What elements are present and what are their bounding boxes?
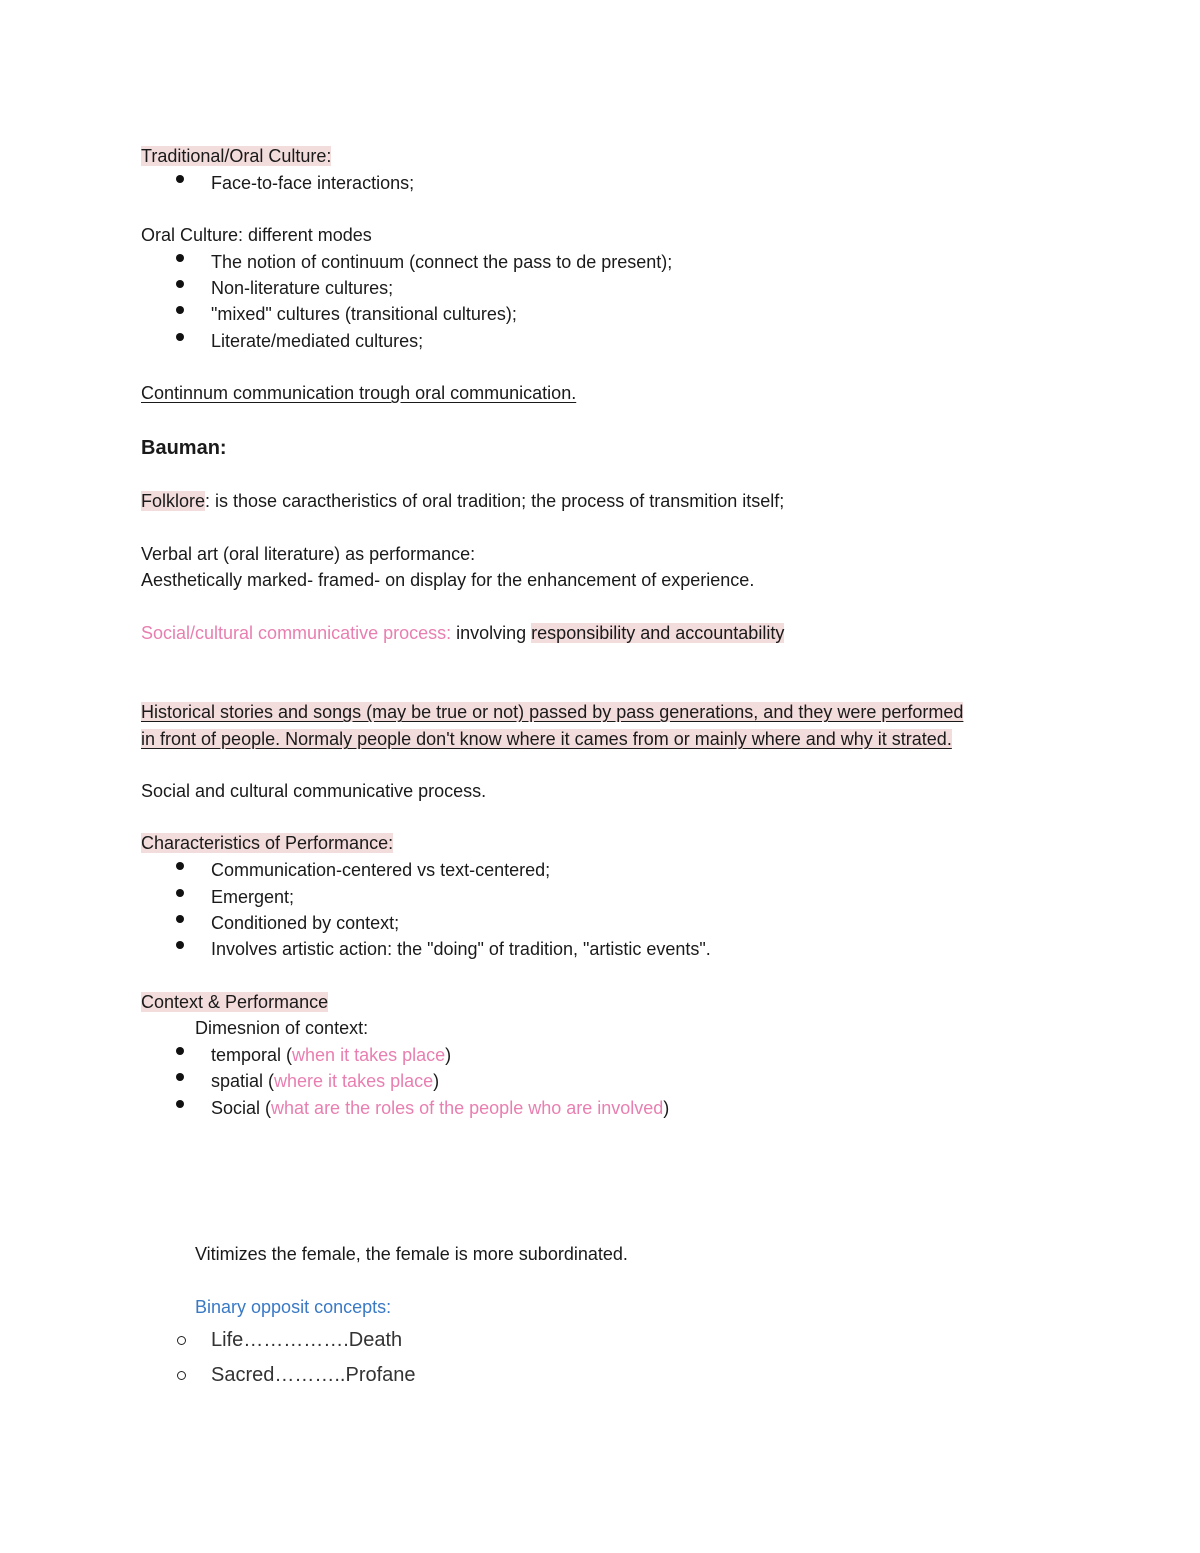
dimension-label: Dimesnion of context: [195, 1018, 369, 1038]
circle-bullet-icon [177, 1336, 186, 1345]
bullet-icon [176, 254, 184, 262]
title-text: Characteristics of Performance: [141, 833, 394, 853]
section-title-context [141, 991, 328, 1013]
list-item [211, 1097, 669, 1119]
historical-line-2 [141, 728, 952, 750]
bullet-icon [176, 1073, 184, 1081]
historical-text-1: Historical stories and songs (may be true or not) passed by pass generations, and they were performed [141, 702, 964, 722]
dim-detail: what are the roles of the people who are involved [271, 1098, 664, 1118]
list-item: Face-to-face interactions; [211, 173, 415, 193]
list-item: Communication-centered vs text-centered; [211, 860, 551, 880]
dim-detail: when it takes place [292, 1045, 446, 1065]
social-highlight: responsibility and accountability [531, 623, 785, 643]
binary-title: Binary opposit concepts: [195, 1297, 392, 1317]
bullet-icon [176, 889, 184, 897]
list-item [211, 1044, 451, 1066]
victimizes-line: Vitimizes the female, the female is more subordinated. [195, 1244, 628, 1264]
title-text: Traditional/Oral Culture: [141, 146, 332, 166]
folklore-text: : is those caractheristics of oral tradition; the process of transmition itself; [205, 491, 785, 511]
folklore-label: Folklore [141, 491, 206, 511]
section-title-characteristics [141, 832, 393, 854]
social-process-line [141, 622, 784, 644]
bullet-icon [176, 1100, 184, 1108]
continuum-statement: Continnum communication trough oral communication. [141, 383, 577, 403]
bullet-icon [176, 175, 184, 183]
dim-close: ) [433, 1071, 440, 1091]
social-cultural-line: Social and cultural communicative process. [141, 781, 487, 801]
bullet-icon [176, 1047, 184, 1055]
social-label: Social/cultural communicative process: [141, 623, 452, 643]
list-item: Involves artistic action: the "doing" of tradition, "artistic events". [211, 939, 711, 959]
historical-line-1 [141, 701, 963, 723]
bullet-icon [176, 915, 184, 923]
dim-label: Social ( [211, 1098, 272, 1118]
list-item: Sacred………..Profane [211, 1364, 416, 1386]
bullet-icon [176, 280, 184, 288]
circle-bullet-icon [177, 1371, 186, 1380]
aesthetic-line: Aesthetically marked- framed- on display for the enhancement of experience. [141, 570, 755, 590]
dim-close: ) [445, 1045, 452, 1065]
dim-detail: where it takes place [274, 1071, 434, 1091]
social-mid: involving [451, 623, 532, 643]
dim-label: temporal ( [211, 1045, 293, 1065]
list-item: Literate/mediated cultures; [211, 331, 424, 351]
section-title-oral-modes: Oral Culture: different modes [141, 225, 372, 245]
bullet-icon [176, 941, 184, 949]
bullet-icon [176, 862, 184, 870]
list-item: Non-literature cultures; [211, 278, 394, 298]
list-item: "mixed" cultures (transitional cultures); [211, 304, 517, 324]
verbal-art-line: Verbal art (oral literature) as performance: [141, 544, 476, 564]
bullet-icon [176, 306, 184, 314]
list-item [211, 1070, 439, 1092]
heading-bauman: Bauman: [141, 437, 227, 459]
title-text: Context & Performance [141, 992, 329, 1012]
list-item: The notion of continuum (connect the pass to de present); [211, 252, 673, 272]
list-item: Emergent; [211, 887, 295, 907]
section-title-traditional [141, 145, 331, 167]
dim-label: spatial ( [211, 1071, 275, 1091]
historical-text-2: in front of people. Normaly people don't know where it cames from or mainly where and why it strated. [141, 729, 952, 749]
folklore-line [141, 490, 784, 512]
list-item: Life…………….Death [211, 1329, 403, 1351]
bullet-icon [176, 333, 184, 341]
list-item: Conditioned by context; [211, 913, 400, 933]
dim-close: ) [663, 1098, 670, 1118]
